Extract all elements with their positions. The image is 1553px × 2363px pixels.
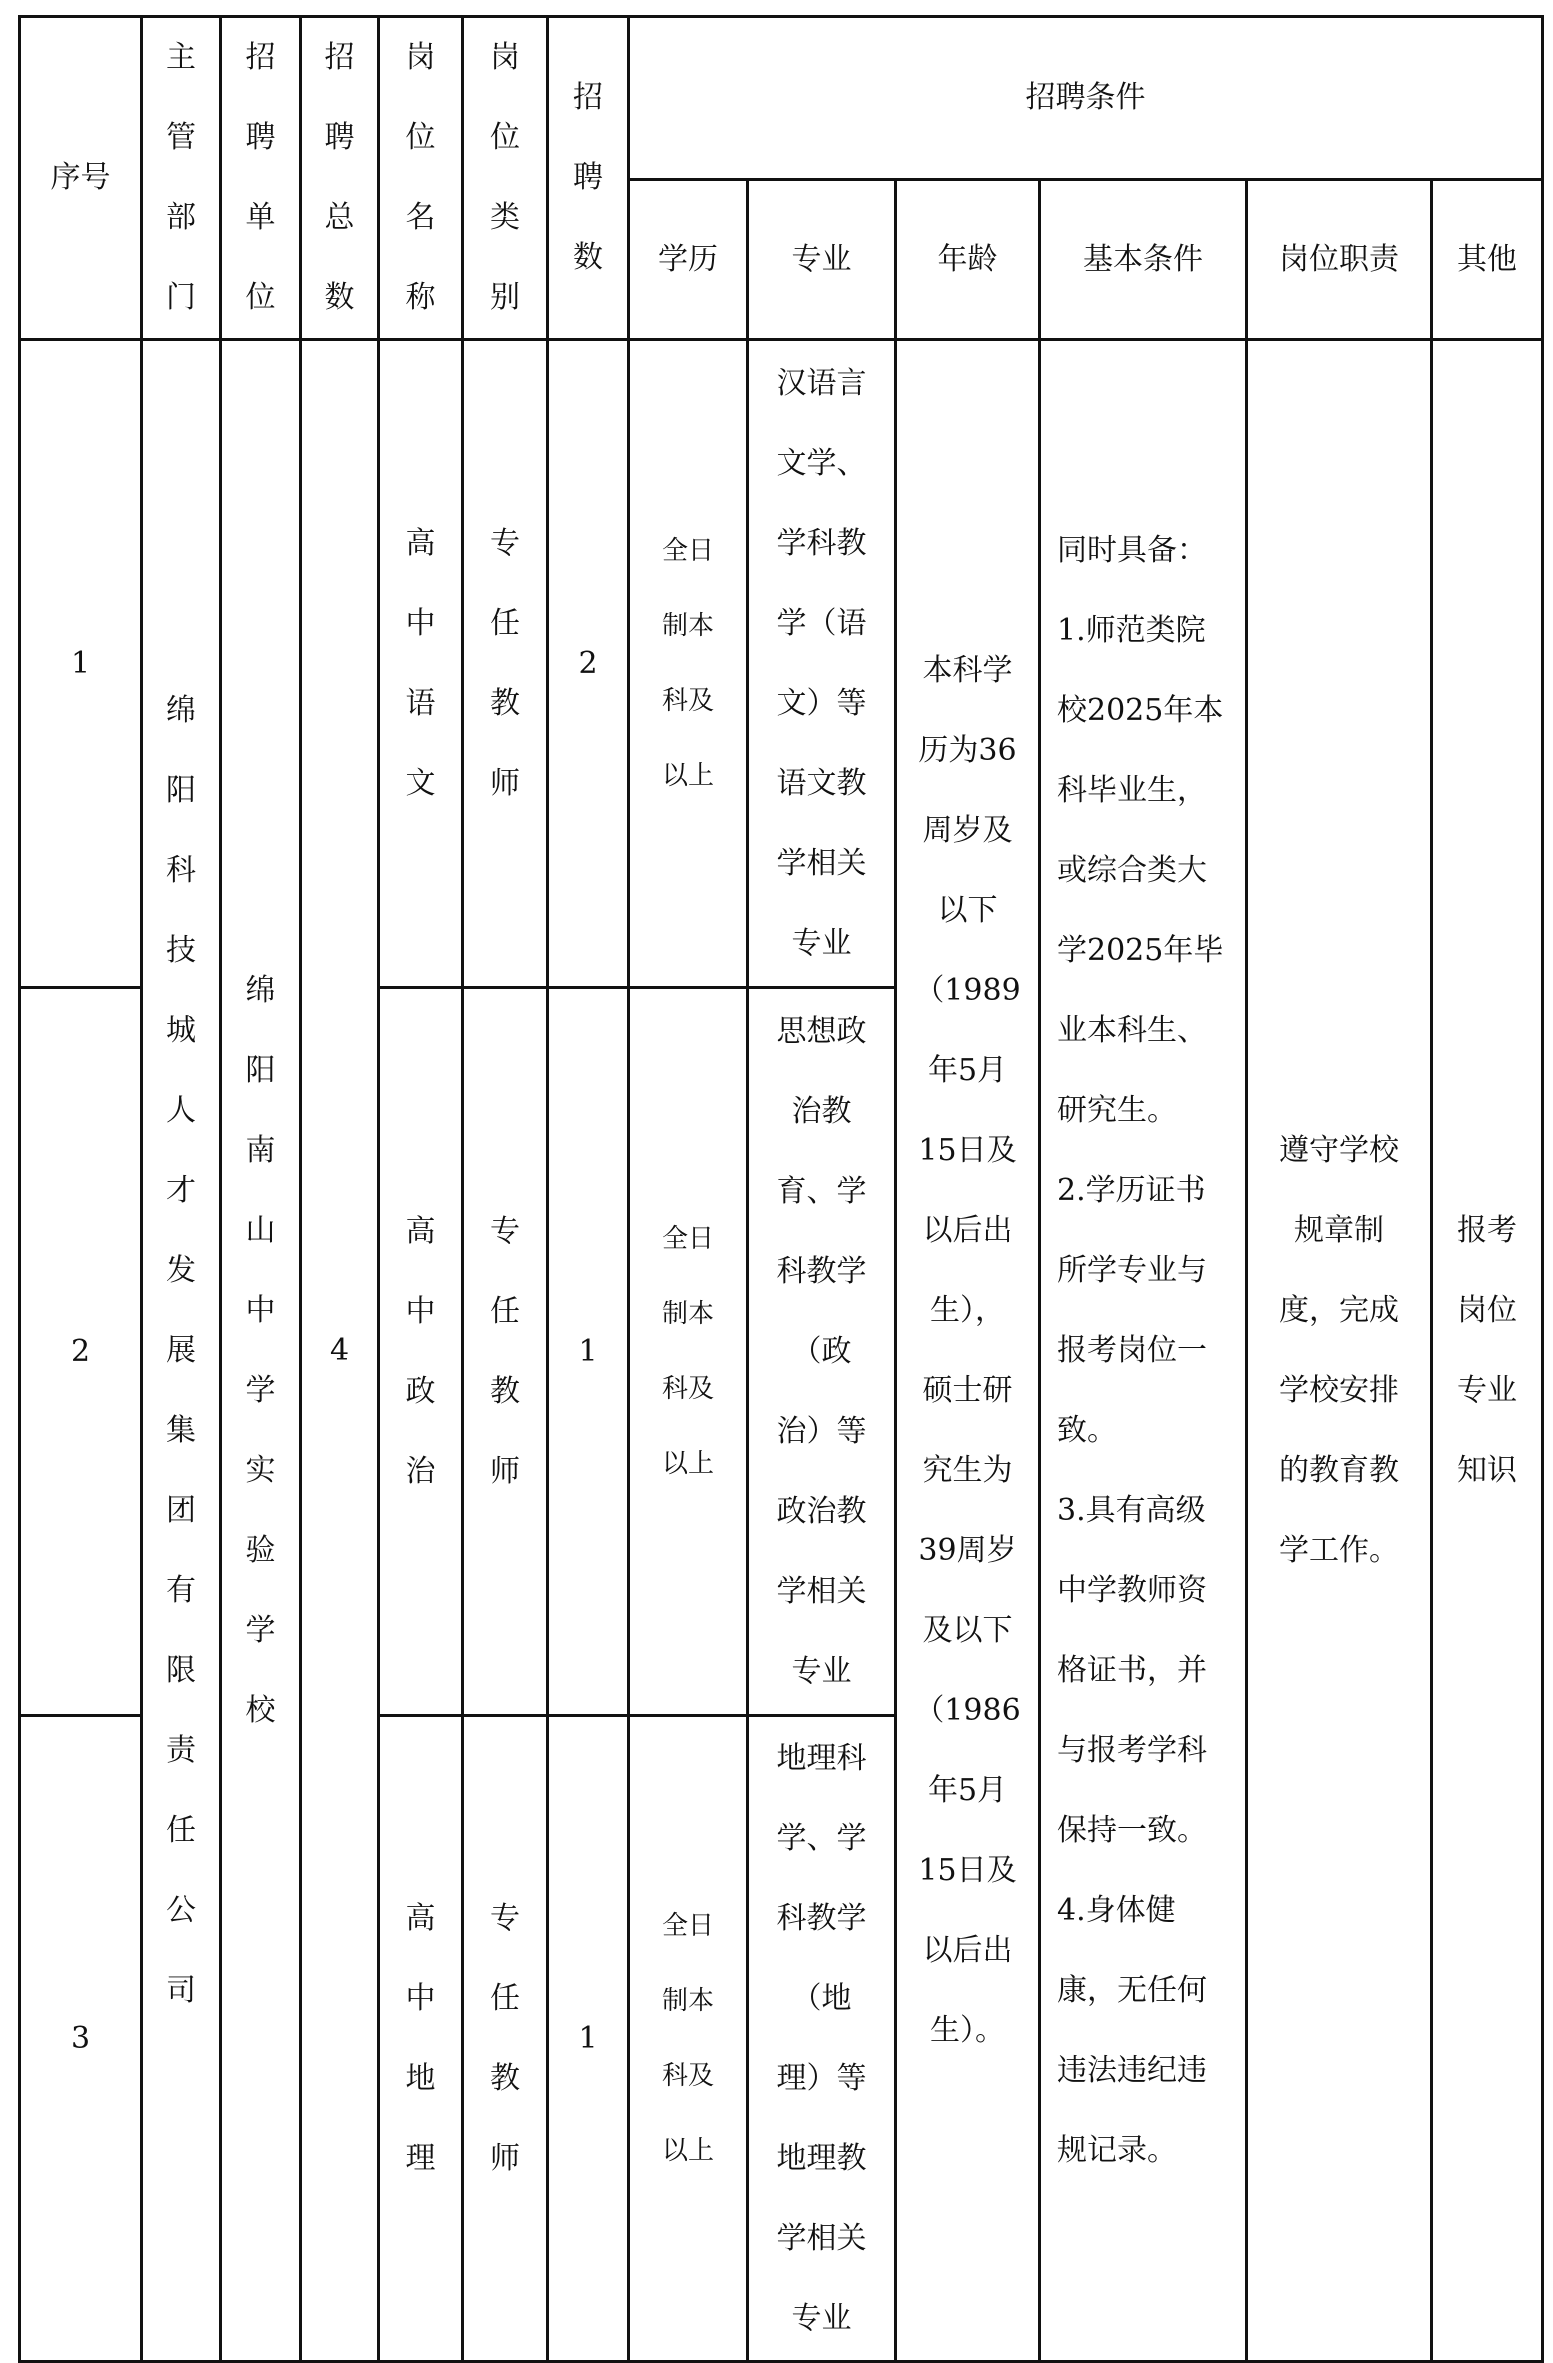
cell-line: 聘 [573,160,603,195]
cell-line: 政 [405,1373,436,1409]
cell-line: 思想政 [776,1013,867,1049]
cell-line: 集 [166,1412,196,1448]
cell-line: 专业 [791,925,852,961]
cell-line: 以上 [661,760,714,791]
cell-line: 语 [405,685,436,721]
header-seq [20,17,142,340]
cell-line: 同时具备： [1057,532,1207,568]
header-age [896,180,1040,340]
cell-line: 历为36 [918,732,1017,768]
other-cell [1432,340,1543,2362]
cell-line: 限 [166,1652,196,1688]
cell-line: 科 [166,852,196,888]
cell-line: 以上 [661,2135,714,2166]
cell-line: 全日 [661,1223,714,1254]
cell-line: 度，完成 [1279,1292,1399,1328]
count-cell [548,988,629,1716]
cell-line: 科及 [661,2060,714,2091]
header-major-label: 专业 [791,241,852,277]
cell-line: 实 [245,1452,276,1488]
cell-line: 部 [166,200,196,235]
header-basic-label: 基本条件 [1083,241,1203,277]
cell-line: 所学专业与 [1057,1252,1207,1288]
cell-line: 15日及 [918,1852,1017,1888]
cell-line: 学科教 [776,525,867,561]
cell-line: 中 [405,1293,436,1329]
count-cell [548,1716,629,2362]
cell-line: 师 [490,2140,520,2176]
cell-line: 或综合类大 [1057,852,1207,888]
seq-value: 2 [70,1333,91,1369]
cell-line: 司 [166,1972,196,2008]
cell-line: 报考岗位一 [1057,1332,1207,1368]
header-education-label: 学历 [658,241,718,277]
cell-line: 专业 [1457,1372,1517,1408]
cell-line: 南 [245,1132,276,1168]
header-major [748,180,896,340]
header-unit [221,17,301,340]
header-total [301,17,379,340]
cell-line: 周岁及 [922,812,1013,848]
header-basic [1040,180,1247,340]
cell-line: 发 [166,1252,196,1288]
cell-line: 位 [405,120,436,155]
cell-line: 规记录。 [1057,2132,1177,2168]
header-age-label: 年龄 [937,241,998,277]
cell-line: 格证书，并 [1057,1652,1207,1688]
cell-line: 学相关 [776,1573,867,1609]
cell-line: 教 [490,685,520,721]
cell-line: 学工作。 [1279,1532,1399,1568]
cell-line: 数 [573,240,603,275]
cell-line: 治）等 [776,1413,867,1449]
count-value: 1 [578,1333,598,1369]
basic-cell [1040,340,1247,2362]
cell-line: 保持一致。 [1057,1812,1207,1848]
major-cell [748,340,896,988]
cell-line: 知识 [1457,1452,1517,1488]
row-seq [20,988,142,1716]
cell-line: 学相关 [776,845,867,881]
cell-line: 高 [405,1213,436,1249]
cell-line: 中 [405,605,436,641]
cell-line: 文）等 [776,685,867,721]
header-dept [142,17,221,340]
cell-line: 城 [166,1012,196,1048]
table-row [20,340,1543,988]
major-cell [748,988,896,1716]
cell-line: （1989 [914,972,1021,1008]
cell-line: 任 [166,1812,196,1848]
cell-line: 称 [405,280,436,315]
cell-line: 规章制 [1294,1212,1384,1248]
cell-line: 科教学 [776,1253,867,1289]
cell-line: 的教育教 [1279,1452,1399,1488]
cell-line: 学（语 [776,605,867,641]
header-conditions [629,17,1543,180]
post-name-cell [379,988,463,1716]
cell-line: 地 [405,2060,436,2096]
cell-line: 地理教 [776,2140,867,2176]
cell-line: 以上 [661,1448,714,1479]
cell-line: 政治教 [776,1493,867,1529]
cell-line: 以后出 [922,1212,1013,1248]
cell-line: 全日 [661,1910,714,1941]
header-other [1432,180,1543,340]
cell-line: 中 [405,1980,436,2016]
cell-line: 致。 [1057,1412,1117,1448]
row-seq [20,1716,142,2362]
dept-cell [142,340,221,2362]
cell-line: 学2025年毕 [1057,932,1224,968]
cell-line: 年5月 [927,1772,1008,1808]
cell-line: 文 [405,765,436,801]
age-cell [896,340,1040,2362]
cell-line: 学相关 [776,2220,867,2256]
cell-line: 4.身体健 [1057,1892,1176,1928]
cell-line: 制本 [661,610,714,641]
cell-line: 学 [245,1612,276,1648]
cell-line: 治教 [791,1093,852,1129]
cell-line: 生）， [930,1292,1005,1328]
cell-line: 专 [490,525,520,561]
cell-line: 别 [490,280,520,315]
post-name-cell [379,1716,463,2362]
cell-line: 及以下 [922,1612,1013,1648]
cell-line: 全日 [661,535,714,566]
cell-line: 研究生。 [1057,1092,1177,1128]
cell-line: 位 [490,120,520,155]
duty-cell [1247,340,1432,2362]
cell-line: 以后出 [922,1932,1013,1968]
cell-line: 制本 [661,1298,714,1329]
cell-line: 管 [166,120,196,155]
cell-line: 公 [166,1892,196,1928]
total-value: 4 [329,1332,350,1368]
education-cell [629,1716,748,2362]
cell-line: 中 [245,1292,276,1328]
header-post-type [463,17,548,340]
cell-line: 验 [245,1532,276,1568]
cell-line: 15日及 [918,1132,1017,1168]
cell-line: 师 [490,1453,520,1489]
education-cell [629,340,748,988]
cell-line: 高 [405,1900,436,1936]
cell-line: 育、学 [776,1173,867,1209]
cell-line: 位 [245,280,276,315]
seq-value: 1 [70,645,91,681]
post-type-cell [463,988,548,1716]
cell-line: 业本科生、 [1057,1012,1207,1048]
cell-line: 理）等 [776,2060,867,2096]
cell-line: 教 [490,1373,520,1409]
cell-line: 学校安排 [1279,1372,1399,1408]
cell-line: 本科学 [922,652,1013,688]
header-other-label: 其他 [1457,241,1517,277]
cell-line: 学 [245,1372,276,1408]
cell-line: 专 [490,1213,520,1249]
cell-line: 数 [324,280,355,315]
header-count [548,17,629,340]
cell-line: 1.师范类院 [1057,612,1206,648]
cell-line: 汉语言 [776,365,867,401]
cell-line: 科及 [661,685,714,716]
cell-line: 绵 [166,692,196,728]
cell-line: 岗 [405,40,436,75]
cell-line: 主 [166,40,196,75]
cell-line: 技 [166,932,196,968]
post-name-cell [379,340,463,988]
cell-line: 阳 [166,772,196,808]
cell-line: 专业 [791,2300,852,2336]
header-seq-label: 序号 [50,160,111,195]
cell-line: （地 [791,1980,852,2016]
count-cell [548,340,629,988]
cell-line: 师 [490,765,520,801]
cell-line: 究生为 [922,1452,1013,1488]
cell-line: 招 [573,80,603,115]
cell-line: 以下 [937,892,998,928]
header-duty-label: 岗位职责 [1279,241,1399,277]
cell-line: 治 [405,1453,436,1489]
cell-line: 门 [166,280,196,315]
cell-line: 科毕业生， [1057,772,1207,808]
cell-line: 山 [245,1212,276,1248]
cell-line: 岗 [490,40,520,75]
post-type-cell [463,1716,548,2362]
cell-line: 2.学历证书 [1057,1172,1206,1208]
cell-line: 3.具有高级 [1057,1492,1206,1528]
cell-line: 教 [490,2060,520,2096]
cell-line: 有 [166,1572,196,1608]
cell-line: 任 [490,605,520,641]
cell-line: 年5月 [927,1052,1008,1088]
cell-line: 与报考学科 [1057,1732,1207,1768]
cell-line: 39周岁 [918,1532,1017,1568]
cell-line: 地理科 [776,1740,867,1776]
recruitment-table [18,15,1544,2363]
count-value: 1 [578,2020,598,2056]
cell-line: 招 [245,40,276,75]
cell-line: 语文教 [776,765,867,801]
cell-line: 违法违纪违 [1057,2052,1207,2088]
cell-line: 专业 [791,1653,852,1689]
cell-line: 团 [166,1492,196,1528]
cell-line: 理 [405,2140,436,2176]
cell-line: 任 [490,1293,520,1329]
cell-line: 文学、 [776,445,867,481]
cell-line: 科教学 [776,1900,867,1936]
cell-line: 责 [166,1732,196,1768]
cell-line: 岗位 [1457,1292,1517,1328]
header-conditions-label: 招聘条件 [1025,80,1146,116]
cell-line: 阳 [245,1052,276,1088]
cell-line: 生）。 [930,2012,1005,2048]
cell-line: 校2025年本 [1057,692,1224,728]
cell-line: 校 [245,1692,276,1728]
unit-cell [221,340,301,2362]
cell-line: 专 [490,1900,520,1936]
education-cell [629,988,748,1716]
count-value: 2 [578,645,598,681]
cell-line: 报考 [1457,1212,1517,1248]
cell-line: 制本 [661,1985,714,2016]
cell-line: 聘 [324,120,355,155]
cell-line: 康，无任何 [1057,1972,1207,2008]
cell-line: 名 [405,200,436,235]
cell-line: 科及 [661,1373,714,1404]
post-type-cell [463,340,548,988]
cell-line: 遵守学校 [1279,1132,1399,1168]
cell-line: （政 [791,1333,852,1369]
cell-line: 才 [166,1172,196,1208]
total-cell [301,340,379,2362]
cell-line: 聘 [245,120,276,155]
header-education [629,180,748,340]
cell-line: 任 [490,1980,520,2016]
cell-line: 招 [324,40,355,75]
cell-line: 类 [490,200,520,235]
cell-line: 学、学 [776,1820,867,1856]
cell-line: 中学教师资 [1057,1572,1207,1608]
header-duty [1247,180,1432,340]
cell-line: 单 [245,200,276,235]
major-cell [748,1716,896,2362]
cell-line: 展 [166,1332,196,1368]
row-seq [20,340,142,988]
cell-line: 总 [324,200,355,235]
cell-line: 人 [166,1092,196,1128]
cell-line: 硕士研 [922,1372,1013,1408]
cell-line: 高 [405,525,436,561]
cell-line: （1986 [914,1692,1021,1728]
cell-line: 绵 [245,972,276,1008]
seq-value: 3 [70,2020,91,2056]
header-post-name [379,17,463,340]
